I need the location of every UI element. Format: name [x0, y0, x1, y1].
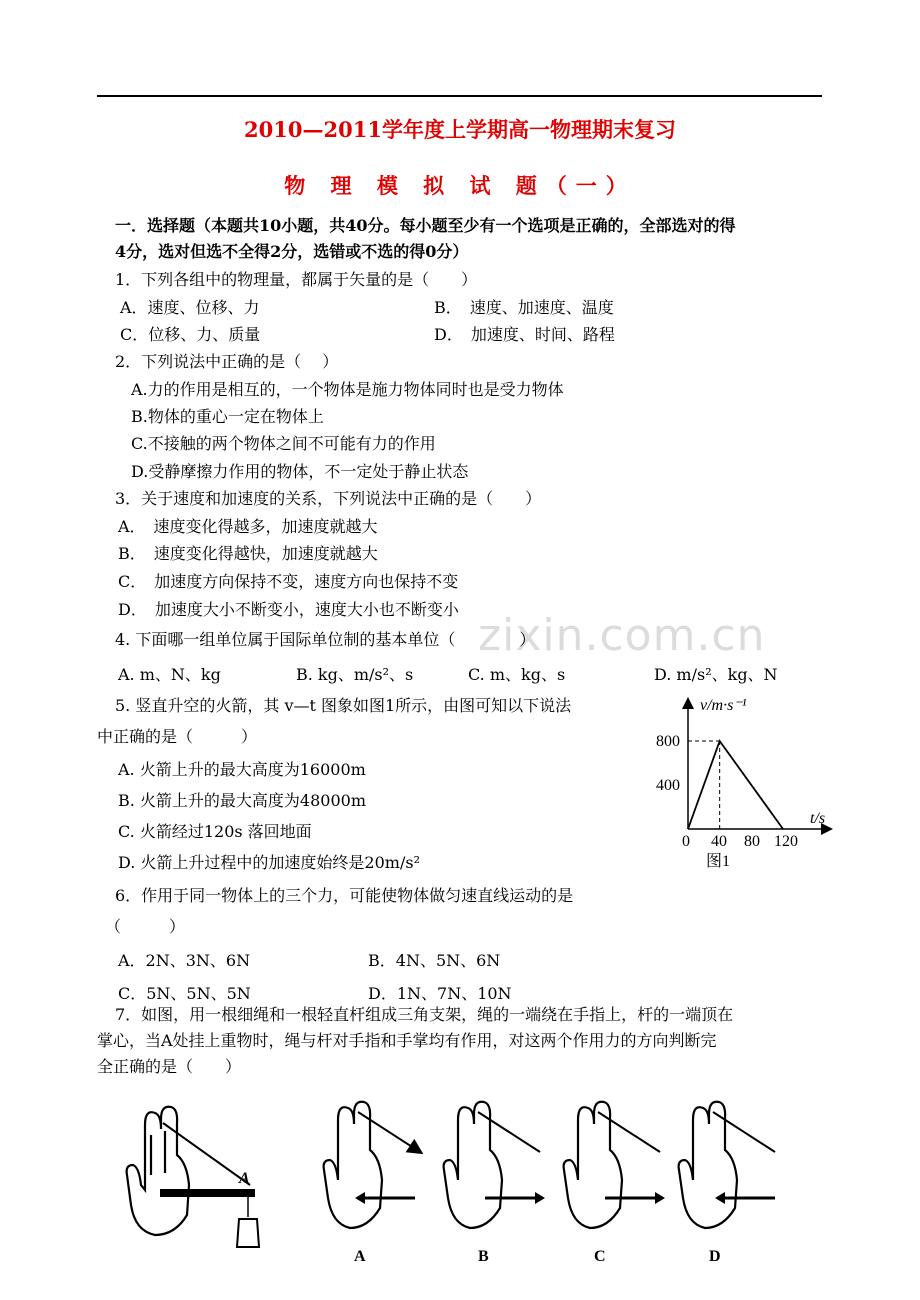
header-rule: [97, 95, 822, 97]
force-arrow-finger: [713, 1112, 775, 1152]
x-tick-0: 0: [682, 833, 690, 850]
q6-stem: 6．作用于同一物体上的三个力，可能使物体做匀速直线运动的是: [115, 886, 574, 905]
q1-option-d: D． 加速度、时间、路程: [434, 325, 615, 344]
force-arrow-finger: [358, 1112, 420, 1152]
q1-option-a: A．速度、位移、力: [120, 298, 260, 317]
figure1-vt-graph: [640, 690, 840, 875]
x-tick-120: 120: [774, 833, 798, 850]
force-arrow-finger: [598, 1112, 660, 1152]
section-heading-cont: 4分，选对但选不全得2分，选错或不选的得0分）: [115, 242, 469, 261]
q5-option-d: D. 火箭上升过程中的加速度始终是20m/s²: [118, 853, 420, 872]
q3-option-b: B． 速度变化得越快，加速度就越大: [118, 544, 378, 563]
section-heading: 一．选择题（本题共10小题，共40分。每小题至少有一个选项是正确的，全部选对的得: [115, 216, 736, 235]
q2-option-a: A.力的作用是相互的，一个物体是施力物体同时也是受力物体: [131, 380, 564, 399]
q7-stem-cont2: 全正确的是（ ）: [97, 1057, 242, 1076]
q3-option-c: C． 加速度方向保持不变，速度方向也保持不变: [118, 572, 459, 591]
q2-option-c: C.不接触的两个物体之间不可能有力的作用: [131, 434, 436, 453]
q5-option-b: B. 火箭上升的最大高度为48000m: [118, 791, 367, 810]
q2-option-d: D.受静摩擦力作用的物体，不一定处于静止状态: [131, 462, 469, 481]
arrowhead-icon: [355, 1192, 365, 1204]
figure7-option-d-label: D: [709, 1248, 721, 1265]
q2-option-b: B.物体的重心一定在物体上: [131, 407, 324, 426]
q2-stem: 2．下列说法中正确的是（ ）: [115, 352, 339, 371]
q5-stem: 5. 竖直升空的火箭，其 v—t 图象如图1所示，由图可知以下说法: [115, 696, 572, 715]
q1-option-b: B． 速度、加速度、温度: [434, 298, 614, 317]
y-tick-400: 400: [656, 777, 680, 794]
option-a-hand-figure: [320, 1090, 430, 1240]
force-arrow-finger: [478, 1112, 540, 1152]
watermark: zixin.com.cn: [478, 610, 766, 661]
q1-stem: 1．下列各组中的物理量，都属于矢量的是（ ）: [115, 270, 478, 289]
q6-option-b: B．4N、5N、6N: [368, 951, 501, 970]
q4-option-b: B. kg、m/s²、s: [296, 665, 414, 684]
arrowhead-icon: [655, 1192, 665, 1204]
figure7-option-c-label: C: [594, 1248, 606, 1265]
q3-option-d: D． 加速度大小不断变小，速度大小也不断变小: [118, 600, 459, 619]
figure7-option-b-label: B: [478, 1248, 489, 1265]
x-axis-label: t/s: [810, 810, 826, 827]
arrowhead-icon: [715, 1192, 725, 1204]
q7-stem-cont: 掌心，当A处挂上重物时，绳与杆对手指和手掌均有作用，对这两个作用力的方向判断完: [97, 1031, 717, 1050]
q3-stem: 3．关于速度和加速度的关系，下列说法中正确的是（ ）: [115, 489, 542, 508]
x-tick-80: 80: [744, 833, 760, 850]
q4-option-c: C. m、kg、s: [468, 665, 566, 684]
q5-stem-cont: 中正确的是（ ）: [97, 727, 258, 746]
velocity-line: [688, 741, 783, 829]
x-tick-40: 40: [711, 833, 727, 850]
q5-option-a: A. 火箭上升的最大高度为16000m: [118, 760, 366, 779]
q1-option-c: C．位移、力、质量: [120, 325, 261, 344]
y-axis-label: v/m·s⁻¹: [700, 697, 747, 714]
figure1-caption: 图1: [706, 853, 731, 870]
arrowhead-icon: [535, 1192, 545, 1204]
point-a-label: A: [239, 1170, 250, 1187]
weight-icon: [237, 1219, 259, 1247]
q6-stem-cont: （ ）: [105, 917, 186, 936]
y-tick-800: 800: [656, 733, 680, 750]
q6-option-a: A．2N、3N、6N: [118, 951, 251, 970]
page-subtitle: 物 理 模 拟 试 题（一）: [284, 173, 636, 198]
rod-bar: [160, 1189, 255, 1197]
q6-option-c: C．5N、5N、5N: [118, 984, 251, 1003]
q3-option-a: A． 速度变化得越多，加速度就越大: [118, 517, 378, 536]
q4-option-d: D. m/s²、kg、N: [654, 665, 778, 684]
option-c-hand-figure: [560, 1090, 670, 1240]
page-title: 2010—2011学年度上学期高一物理期末复习: [244, 117, 676, 142]
figure7-option-a-label: A: [354, 1248, 366, 1265]
q6-option-d: D．1N、7N、10N: [368, 984, 512, 1003]
option-d-hand-figure: [675, 1090, 785, 1240]
hand-outline: [127, 1107, 189, 1235]
q4-option-a: A. m、N、kg: [118, 665, 221, 684]
q7-stem: 7．如图，用一根细绳和一根轻直杆组成三角支架，绳的一端绕在手指上，杆的一端顶在: [115, 1005, 734, 1024]
hand-tripod-figure: [115, 1095, 295, 1265]
option-b-hand-figure: [440, 1090, 550, 1240]
q4-stem: 4. 下面哪一组单位属于国际单位制的基本单位（ ）: [115, 630, 536, 649]
q5-option-c: C. 火箭经过120s 落回地面: [118, 822, 312, 841]
